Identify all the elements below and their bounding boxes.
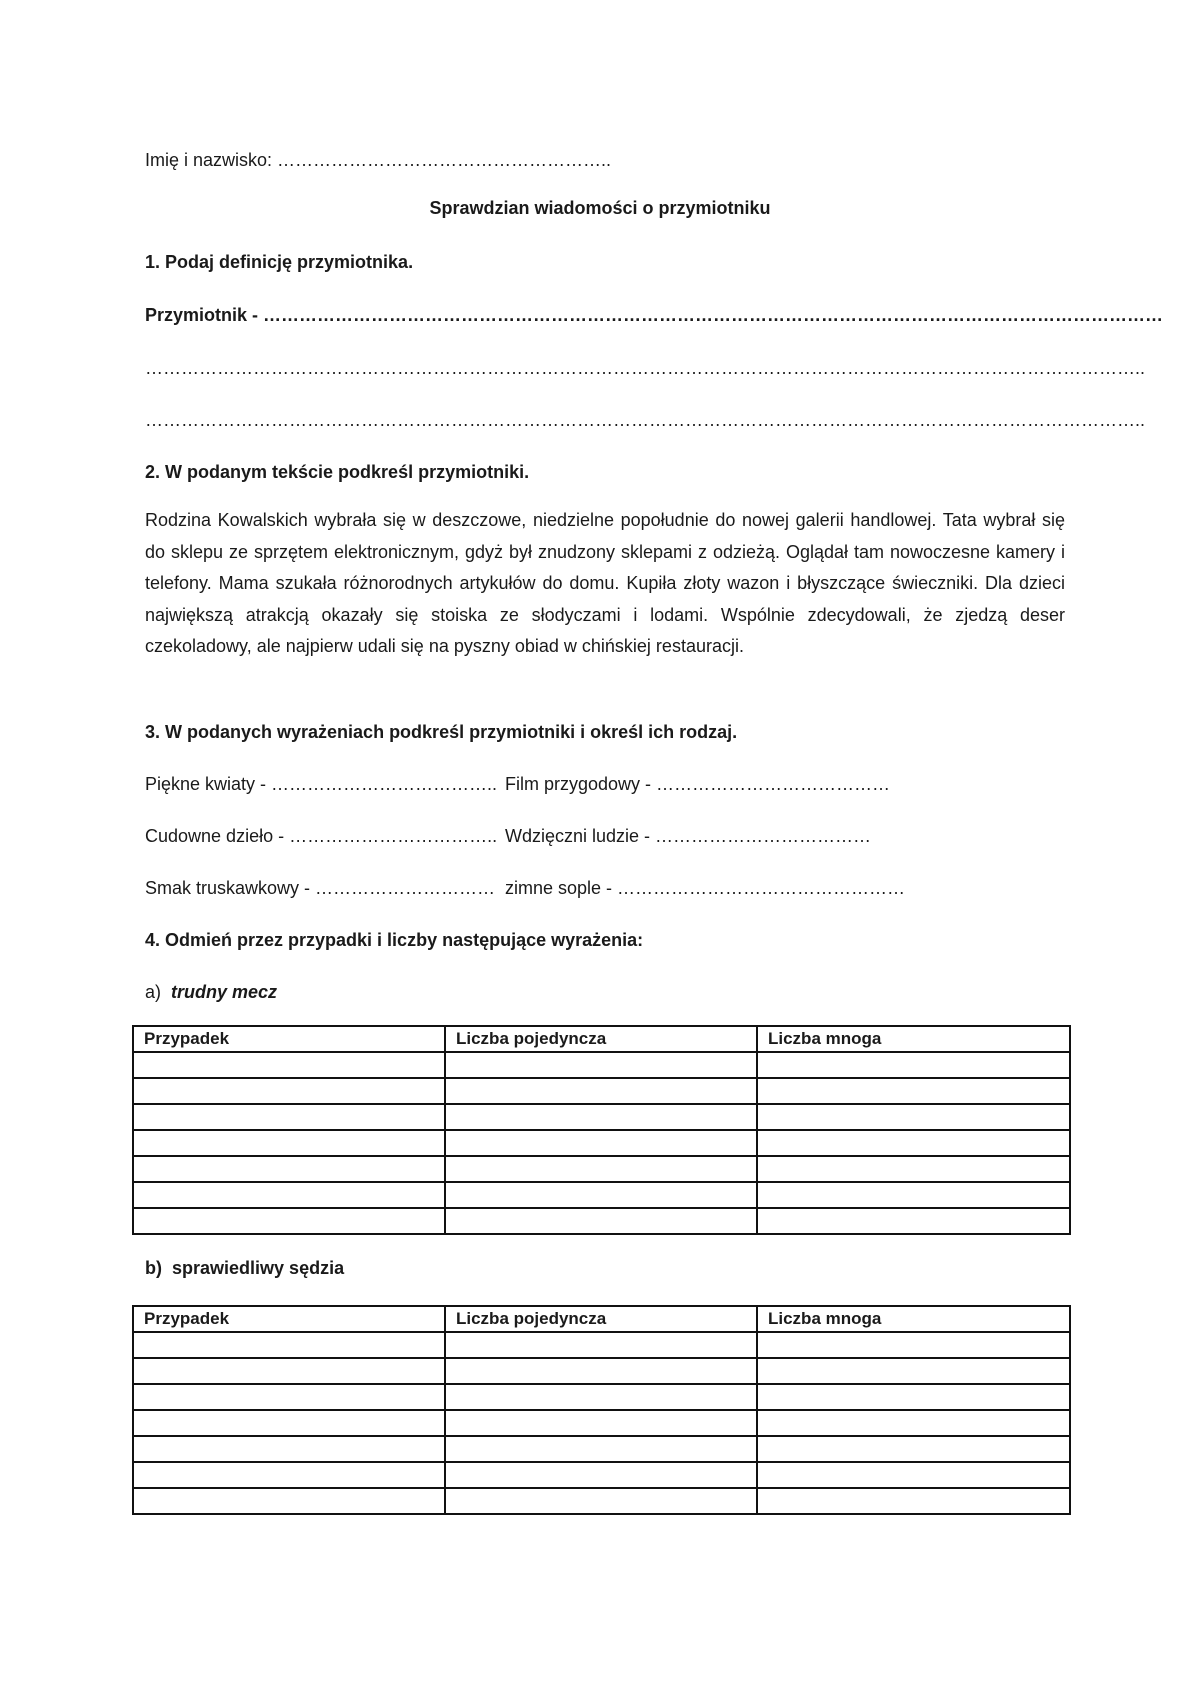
table-row — [133, 1078, 1070, 1104]
task3-item: Cudowne dzieło - …………………………….. — [145, 826, 498, 846]
table-row — [133, 1332, 1070, 1358]
declension-table-a — [132, 1025, 1071, 1235]
task3-item: zimne sople - ………………………………………… — [505, 878, 906, 898]
task4-a-phrase: trudny mecz — [171, 982, 278, 1002]
table-row — [133, 1208, 1070, 1234]
task2-text: Rodzina Kowalskich wybrała się w deszczowe, niedzielne popołudnie do nowej galerii handlowej. Tata wybrał się do sklepu ze sprzętem elektronicznym, gdyż był znudzony sklepami z odzieżą. Oglądał tam nowoczesne kamery i telefony. Mama szukała różnorodnych artykułów do domu. Kupiła złoty wazon i błyszczące świeczniki. Dla dzieci największą atrakcją okazały się stoiska ze słodyczami i lodami. Wspólnie zdecydowali, że zjedzą deser czekoladowy, ale najpierw udali się na pyszny obiad w chińskiej restauracji. — [145, 510, 1065, 656]
table-row — [133, 1052, 1070, 1078]
table-cell[interactable] — [445, 1410, 757, 1436]
table-row — [133, 1156, 1070, 1182]
task4-b-letter: b) — [145, 1258, 162, 1278]
column-header-plural: Liczba mnoga — [757, 1306, 1070, 1332]
table-cell[interactable] — [445, 1104, 757, 1130]
table-row — [133, 1436, 1070, 1462]
task3-item: Wdzięczni ludzie - ……………………………… — [505, 826, 872, 846]
table-cell[interactable] — [757, 1488, 1070, 1514]
table-cell[interactable] — [445, 1358, 757, 1384]
table-cell[interactable] — [757, 1078, 1070, 1104]
task4-b-phrase: sprawiedliwy sędzia — [172, 1258, 345, 1278]
table-cell[interactable] — [133, 1332, 445, 1358]
table-cell[interactable] — [757, 1462, 1070, 1488]
table-cell[interactable] — [757, 1182, 1070, 1208]
table-cell[interactable] — [133, 1130, 445, 1156]
task4-b-label — [145, 1258, 344, 1279]
table-cell[interactable] — [757, 1156, 1070, 1182]
table-cell[interactable] — [757, 1130, 1070, 1156]
table-cell[interactable] — [445, 1488, 757, 1514]
table-cell[interactable] — [133, 1410, 445, 1436]
table-cell[interactable] — [445, 1332, 757, 1358]
table-cell[interactable] — [757, 1358, 1070, 1384]
table-row — [133, 1104, 1070, 1130]
table-cell[interactable] — [757, 1384, 1070, 1410]
table-row — [133, 1462, 1070, 1488]
table-cell[interactable] — [757, 1410, 1070, 1436]
task4-a-letter: a) — [145, 982, 162, 1002]
table-cell[interactable] — [133, 1078, 445, 1104]
task1-prompt: Przymiotnik - …………………………………………………………………………………………………………………………………… — [145, 305, 1164, 325]
table-cell[interactable] — [757, 1332, 1070, 1358]
table-cell[interactable] — [133, 1436, 445, 1462]
task3-item: Piękne kwiaty - ……………………………….. — [145, 774, 498, 794]
table-cell[interactable] — [757, 1208, 1070, 1234]
table-cell[interactable] — [445, 1462, 757, 1488]
task3-item: Film przygodowy - ………………………………… — [505, 774, 891, 794]
column-header-singular: Liczba pojedyncza — [445, 1026, 757, 1052]
task3-item: Smak truskawkowy - ………………………… — [145, 878, 496, 898]
table-header-row — [133, 1026, 1070, 1052]
table-cell[interactable] — [757, 1436, 1070, 1462]
table-cell[interactable] — [445, 1182, 757, 1208]
declension-table-b — [132, 1305, 1071, 1515]
table-row — [133, 1410, 1070, 1436]
table-cell[interactable] — [445, 1384, 757, 1410]
page-title: Sprawdzian wiadomości o przymiotniku — [429, 198, 771, 218]
table-cell[interactable] — [133, 1358, 445, 1384]
task4-heading: 4. Odmień przez przypadki i liczby następujące wyrażenia: — [145, 930, 644, 950]
table-row — [133, 1182, 1070, 1208]
task1-answer-line-2: ………………………………………………………………………………………………………………………………………………….. — [145, 358, 1146, 378]
table-cell[interactable] — [445, 1078, 757, 1104]
table-cell[interactable] — [133, 1104, 445, 1130]
table-cell[interactable] — [133, 1488, 445, 1514]
table-cell[interactable] — [133, 1182, 445, 1208]
column-header-case: Przypadek — [133, 1026, 445, 1052]
task4-a-label — [145, 982, 277, 1003]
table-cell[interactable] — [445, 1130, 757, 1156]
column-header-plural: Liczba mnoga — [757, 1026, 1070, 1052]
task3-heading: 3. W podanych wyrażeniach podkreśl przymiotniki i określ ich rodzaj. — [145, 722, 738, 742]
column-header-case: Przypadek — [133, 1306, 445, 1332]
table-cell[interactable] — [133, 1462, 445, 1488]
table-cell[interactable] — [133, 1384, 445, 1410]
table-cell[interactable] — [133, 1052, 445, 1078]
task1-heading: 1. Podaj definicję przymiotnika. — [145, 252, 414, 272]
table-cell[interactable] — [133, 1208, 445, 1234]
table-row — [133, 1488, 1070, 1514]
table-row — [133, 1384, 1070, 1410]
table-cell[interactable] — [445, 1436, 757, 1462]
table-cell[interactable] — [445, 1208, 757, 1234]
table-cell[interactable] — [757, 1052, 1070, 1078]
table-cell[interactable] — [445, 1156, 757, 1182]
table-row — [133, 1358, 1070, 1384]
table-header-row — [133, 1306, 1070, 1332]
task2-heading: 2. W podanym tekście podkreśl przymiotniki. — [145, 462, 530, 482]
table-cell[interactable] — [445, 1052, 757, 1078]
name-field-label: Imię i nazwisko: ……………………………………………….. — [145, 150, 612, 170]
task1-answer-line-3: ………………………………………………………………………………………………………………………………………………….. — [145, 410, 1146, 430]
table-row — [133, 1130, 1070, 1156]
column-header-singular: Liczba pojedyncza — [445, 1306, 757, 1332]
table-cell[interactable] — [133, 1156, 445, 1182]
table-cell[interactable] — [757, 1104, 1070, 1130]
